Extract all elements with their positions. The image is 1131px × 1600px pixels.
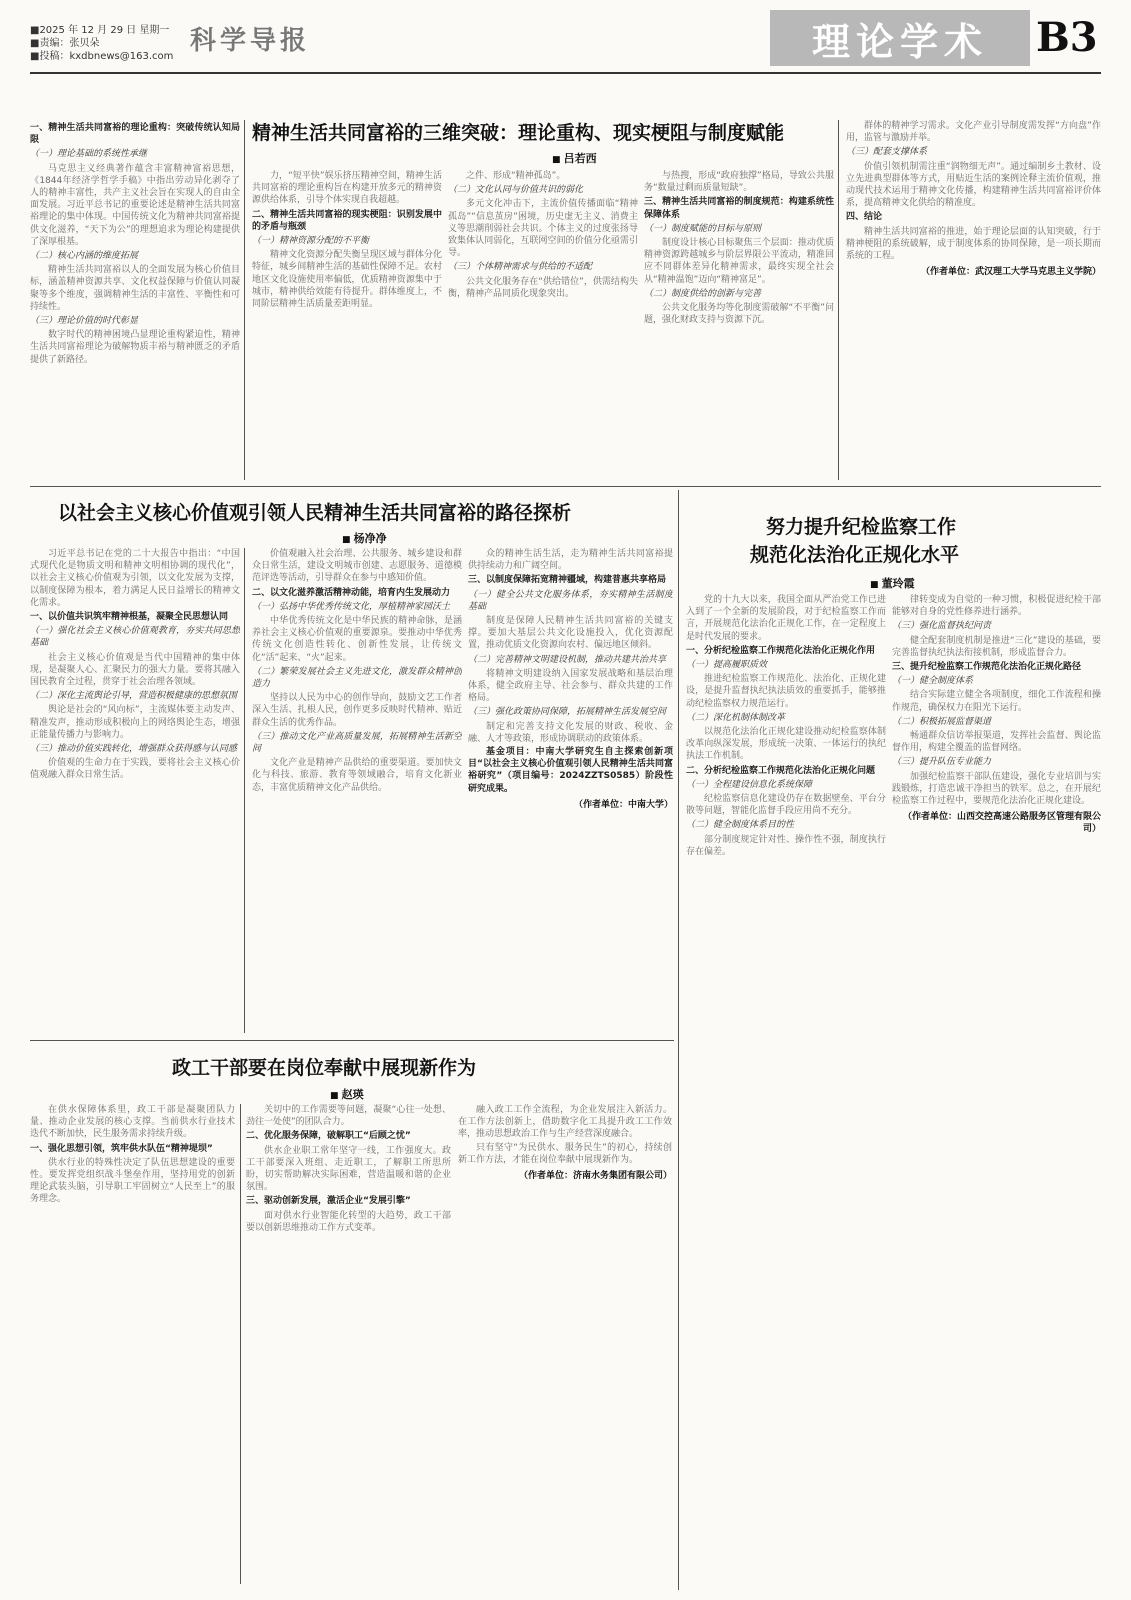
article2-col-3: 众的精神生活生活，走为精神生活共同富裕提供持续动力和广阔空间。 三、以制度保障拓宽精神疆域，构建普惠共享格局 （一）健全公共文化服务体系，夯实精神生活制度基础 制度是保障人民精神生活共同富裕的关键支撑。要加大基层公共文化设施投入，优化资源配置，推动优质文化资源向农村、偏远地区倾斜。 （二）完善精神文明建设机制，推动共建共治共享 将精神文明建设纳入国家发展战略和基层治理体系，健全政府主导、社会参与、群众共建的工作格局。 （三）强化政策协同保障，拓展精神生活发展空间 制定和完善支持文化发展的财政、税收、金融、人才等政策，形成协调联动的政策体系。 基金项目：中南大学研究生自主探索创新项目“以社会主义核心价值观引领人民精神生活共同富裕研究”（项目编号：2024ZZTS0585）阶段性研究成果。 （作者单位：中南大学） bbox=[468, 549, 673, 810]
section-heading: 一、分析纪检监察工作规范化法治化正规化作用 bbox=[686, 645, 876, 656]
article1-col-3: 之件、形成“精神孤岛”。 （二）文化认同与价值共识的弱化 多元文化冲击下，主流价值传播面临“精神孤岛”“信息茧房”困境，历史虚无主义、消费主义等思潮削弱社会共识。个体主义的过度张扬导致集体认同弱化，互联网空间的价值分化亟需引导。 （三）个体精神需求与供给的不适配 公共文化服务存在“供给错位”，供需结构失衡，精神产品同质化现象突出。 bbox=[448, 171, 638, 299]
section-heading: 三、精神生活共同富裕的制度规范：构建系统性保障体系 bbox=[644, 197, 834, 220]
article3-title-line2: 规范化法治化正规化水平 bbox=[750, 544, 960, 566]
section-subheading: （二）深化机制体制改革 bbox=[686, 712, 786, 723]
section-heading: 三、提升纪检监察工作规范化法治化正规化路径 bbox=[892, 662, 1082, 673]
article3-title-line1: 努力提升纪检监察工作 bbox=[766, 516, 957, 538]
section-subheading: （二）核心内涵的维度拓展 bbox=[30, 251, 139, 262]
article1-title: 精神生活共同富裕的三维突破：理论重构、现实梗阻与制度赋能 bbox=[252, 122, 785, 144]
section-heading: 二、优化服务保障，破解职工“后顾之忧” bbox=[246, 1131, 411, 1142]
section-heading: 三、以制度保障拓宽精神疆域，构建普惠共享格局 bbox=[468, 575, 667, 586]
section-subheading: （二）制度供给的创新与完善 bbox=[644, 288, 762, 299]
article3-col-2: 律转变成为自觉的一种习惯，积极促进纪检干部能够对自身的党性修养进行涵养。 （三）强化监督执纪问责 健全配套制度机制是推进“三化”建设的基础，要完善监督执纪执法衔接机制，形成监督合力。 三、提升纪检监察工作规范化法治化正规化路径 （一）健全制度体系 结合实际建立健全各项制度，细化工作流程和操作规范，确保权力在阳光下运行。 （二）积极拓展监督渠道 畅通群众信访举报渠道，发挥社会监督、舆论监督作用，构建全覆盖的监督网络。 （三）提升队伍专业能力 加强纪检监察干部队伍建设，强化专业培训与实践锻炼，打造忠诚干净担当的铁军。总之，在开展纪检监察工作过程中，要规范化法治化正规化建设。 （作者单位：山西交控高速公路服务区管理有限公司） bbox=[892, 595, 1101, 835]
column-divider bbox=[244, 548, 245, 1033]
article4-author: ■ 赵瑛 bbox=[330, 1086, 364, 1102]
page-number: B3 bbox=[1036, 14, 1098, 61]
masthead-meta bbox=[30, 24, 173, 63]
column-divider bbox=[838, 120, 839, 480]
article1-col-1: 一、精神生活共同富裕的理论重构：突破传统认知局限 （一）理论基础的系统性承继 马克思主义经典著作蕴含丰富精神富裕思想，《1844年经济学哲学手稿》中指出劳动异化剥夺了人的精神丰富性，共产主义社会旨在实现人的自由全面发展。习近平总书记的重要论述是精神生活共同富裕理论的集中体现。中国传统文化为精神共同富裕提供文化滋养，“天下为公”的理想追求为理论构建提供了深厚根基。 （二）核心内涵的维度拓展 精神生活共同富裕以人的全面发展为核心价值目标，涵盖精神资源共享、文化权益保障与价值认同凝聚等多个维度，强调精神生活的丰富性、平衡性和可持续性。 （三）理论价值的时代彰显 数字时代的精神困境凸显理论重构紧迫性，精神生活共同富裕理论为破解物质丰裕与精神匮乏的矛盾提供了新路径。 bbox=[30, 123, 240, 365]
article4-col-3: 融入政工工作全流程，为企业发展注入新活力。在工作方法创新上，借助数字化工具提升政工工作效率，推动思想政治工作与生产经营深度融合。 只有坚守“为民供水、服务民生”的初心，持续创新工作方法，才能在岗位奉献中展现新作为。 （作者单位：济南水务集团有限公司） bbox=[458, 1105, 672, 1182]
section-subheading: （一）健全公共文化服务体系，夯实精神生活制度基础 bbox=[468, 589, 673, 612]
article4-col-2: 关切中的工作需要等问题，凝聚“心往一处想、劲往一处使”的团队合力。 二、优化服务保障，破解职工“后顾之忧” 供水企业职工常年坚守一线，工作强度大。政工干部要深入班组、走近职工，了解职工所思所盼，切实帮助解决实际困难，营造温暖和谐的企业氛围。 三、驱动创新发展，激活企业“发展引擎” 面对供水行业智能化转型的大趋势，政工干部要以创新思维推动工作方式变革。 bbox=[246, 1105, 451, 1233]
article1-author-unit: （作者单位：武汉理工大学马克思主义学院） bbox=[920, 267, 1101, 278]
masthead-rule bbox=[30, 72, 1101, 74]
section-subheading: （一）提高履职质效 bbox=[686, 660, 768, 671]
section-heading: 一、强化思想引领，筑牢供水队伍“精神堤坝” bbox=[30, 1143, 213, 1154]
article2-author: ■ 杨净净 bbox=[342, 530, 387, 546]
section-subheading: （三）提升队伍专业能力 bbox=[892, 757, 992, 768]
section-divider bbox=[30, 486, 1101, 487]
section-subheading: （三）配套支撑体系 bbox=[846, 147, 928, 158]
section-subheading: （三）推动文化产业高质量发展，拓展精神生活新空间 bbox=[252, 731, 462, 755]
article2-author-unit: （作者单位：中南大学） bbox=[573, 799, 673, 810]
section-heading: 三、驱动创新发展，激活企业“发展引擎” bbox=[246, 1196, 411, 1207]
section-heading: 一、以价值共识筑牢精神根基，凝聚全民思想认同 bbox=[30, 612, 229, 623]
section-subheading: （一）弘扬中华优秀传统文化，厚植精神家园沃土 bbox=[252, 601, 451, 612]
section-subheading: （二）完善精神文明建设机制，推动共建共治共享 bbox=[468, 654, 667, 665]
article3-author-unit: （作者单位：山西交控高速公路服务区管理有限公司） bbox=[902, 812, 1101, 835]
article3-author: ■ 董玲霞 bbox=[870, 575, 915, 591]
column-divider bbox=[678, 490, 679, 1590]
section-subheading: （二）深化主流舆论引导，营造积极健康的思想氛围 bbox=[30, 691, 238, 702]
article1-col-5: 群体的精神学习需求。文化产业引导制度需发挥“方向盘”作用，监管与激励并举。 （三）配套支撑体系 价值引领机制需注重“润物细无声”。通过编制乡土教材、设立先进典型群体等方式，用贴近生活的案例诠释主流价值观，推动现代技术运用于精神文化传播，构建精神生活共同富裕评价体系，提高精神文化供给的精准度。 四、结论 精神生活共同富裕的推进，始于理论层面的认知突破，行于精神梗阻的系统破解，成于制度体系的协同保障，是一项长期而系统的工程。 （作者单位：武汉理工大学马克思主义学院） bbox=[846, 121, 1101, 278]
article1-col-4: 与热搜，形成“政府独撑”格局，导致公共服务“数量过剩而质量短缺”。 三、精神生活共同富裕的制度规范：构建系统性保障体系 （一）制度赋能的目标与原则 制度设计核心目标聚焦三个层面：推动优质精神资源跨越城乡与阶层界限公平流动，精准回应不同群体差异化精神需求，最终实现全社会从“精神温饱”迈向“精神富足”。 （二）制度供给的创新与完善 公共文化服务均等化制度需破解“不平衡”问题，强化财政支持与资源下沉。 bbox=[644, 171, 834, 326]
section-subheading: （三）推动价值实践转化，增强群众获得感与认同感 bbox=[30, 744, 238, 755]
section-banner bbox=[770, 10, 1030, 66]
paper-logo: 科学导报 bbox=[190, 26, 311, 56]
section-subheading: （二）繁荣发展社会主义先进文化，激发群众精神创造力 bbox=[252, 666, 462, 690]
article4-title: 政工干部要在岗位奉献中展现新作为 bbox=[172, 1057, 477, 1079]
column-divider bbox=[240, 1104, 241, 1584]
email-line: ■投稿：kxdbnews@163.com bbox=[30, 51, 174, 62]
section-subheading: （一）理论基础的系统性承继 bbox=[30, 149, 148, 160]
section-name: 理论学术 bbox=[811, 19, 988, 64]
column-divider bbox=[244, 120, 245, 480]
section-subheading: （三）强化政策协同保障，拓展精神生活发展空间 bbox=[468, 707, 667, 718]
section-subheading: （一）强化社会主义核心价值观教育，夯实共同思想基础 bbox=[30, 626, 240, 649]
section-heading: 一、精神生活共同富裕的理论重构：突破传统认知局限 bbox=[30, 123, 240, 146]
section-subheading: （一）全程建设信息化系统保障 bbox=[686, 779, 813, 790]
article4-author-unit: （作者单位：济南水务集团有限公司） bbox=[518, 1171, 672, 1182]
article4-col-1: 在供水保障体系里，政工干部是凝聚团队力量、推动企业发展的核心支撑。当前供水行业技术迭代不断加快，民生服务需求持续升级。 一、强化思想引领，筑牢供水队伍“精神堤坝” 供水行业的特殊性决定了队伍思想建设的重要性。要发挥党组织战斗堡垒作用，坚持用党的创新理论武装头脑，引导职工牢固树立“人民至上”的服务理念。 bbox=[30, 1105, 235, 1205]
section-heading: 二、以文化滋养激活精神动能，培育内生发展动力 bbox=[252, 587, 451, 598]
article2-fund-note: 基金项目：中南大学研究生自主探索创新项目“以社会主义核心价值观引领人民精神生活共同富裕研究”（项目编号：2024ZZTS0585）阶段性研究成果。 bbox=[468, 747, 673, 794]
article1-author: ■ 吕若西 bbox=[552, 150, 597, 166]
article2-title: 以社会主义核心价值观引领人民精神生活共同富裕的路径探析 bbox=[58, 502, 572, 524]
article3-col-1: 党的十九大以来，我国全面从严治党工作已进入到了一个全新的发展阶段，对于纪检监察工作而言，开展规范化法治化正规化工作，在一定程度上是时代发展的要求。 一、分析纪检监察工作规范化法治化正规化作用 （一）提高履职质效 推进纪检监察工作规范化、法治化、正规化建设，是提升监督执纪执法质效的重要抓手，能够推动纪检监察权力规范运行。 （二）深化机制体制改革 以规范化法治化正规化建设推动纪检监察体制改革向纵深发展，形成统一决策、一体运行的执纪执法工作机制。 二、分析纪检监察工作规范化法治化正规化问题 （一）全程建设信息化系统保障 纪检监察信息化建设仍存在数据壁垒、平台分散等问题，智能化监督手段应用尚不充分。 （二）健全制度体系目的性 部分制度规定针对性、操作性不强，制度执行存在偏差。 bbox=[686, 595, 886, 857]
article1-col-2: 力，“短平快”娱乐挤压精神空间，精神生活共同富裕的理论重构旨在构建开放多元的精神资源供给体系，引导个体实现自我超越。 二、精神生活共同富裕的现实梗阻：识别发展中的矛盾与瓶颈 （一）精神资源分配的不平衡 精神文化资源分配失衡呈现区域与群体分化特征，城乡间精神生活的基础性保障不足。农村地区文化设施使用率偏低，优质精神资源集中于城市，精神供给效能有待提升。群体维度上，不同阶层精神生活质量差距明显。 bbox=[252, 171, 442, 310]
section-subheading: （一）精神资源分配的不平衡 bbox=[252, 236, 370, 247]
section-subheading: （一）制度赋能的目标与原则 bbox=[644, 223, 762, 234]
section-subheading: （三）理论价值的时代彰显 bbox=[30, 316, 139, 327]
section-subheading: （二）积极拓展监督渠道 bbox=[892, 716, 992, 727]
section-heading: 二、精神生活共同富裕的现实梗阻：识别发展中的矛盾与瓶颈 bbox=[252, 209, 442, 232]
section-heading: 二、分析纪检监察工作规范化法治化正规化问题 bbox=[686, 765, 876, 776]
editor-line: ■责编：张贝朵 bbox=[30, 38, 100, 49]
section-subheading: （三）个体精神需求与供给的不适配 bbox=[448, 262, 593, 273]
section-subheading: （三）强化监督执纪问责 bbox=[892, 621, 992, 632]
article2-col-1: 习近平总书记在党的二十大报告中指出：“中国式现代化是物质文明和精神文明相协调的现代化”，以社会主义核心价值观为引领，以文化发展为支撑，以制度保障为根本，着力满足人民日益增长的精神文化需求。 一、以价值共识筑牢精神根基，凝聚全民思想认同 （一）强化社会主义核心价值观教育，夯实共同思想基础 社会主义核心价值观是当代中国精神的集中体现，是凝聚人心、汇聚民力的强大力量。要将其融入国民教育全过程，贯穿于社会治理各领域。 （二）深化主流舆论引导，营造积极健康的思想氛围 舆论是社会的“风向标”，主流媒体要主动发声、精准发声，推动形成积极向上的网络舆论生态，增强正能量传播力与影响力。 （三）推动价值实践转化，增强群众获得感与认同感 价值观的生命力在于实践，要将社会主义核心价值观融入群众日常生活。 bbox=[30, 549, 240, 781]
section-subheading: （一）健全制度体系 bbox=[892, 676, 974, 687]
article2-col-2: 价值观融入社会治理、公共服务、城乡建设和群众日常生活，建设文明城市创建、志愿服务、道德模范评选等活动，引导群众在参与中感知价值。 二、以文化滋养激活精神动能，培育内生发展动力 （一）弘扬中华优秀传统文化，厚植精神家园沃土 中华优秀传统文化是中华民族的精神命脉，是涵养社会主义核心价值观的重要源泉。要推动中华优秀传统文化创造性转化、创新性发展，让传统文化“活”起来、“火”起来。 （二）繁荣发展社会主义先进文化，激发群众精神创造力 坚持以人民为中心的创作导向，鼓励文艺工作者深入生活、扎根人民，创作更多反映时代精神、贴近群众生活的优秀作品。 （三）推动文化产业高质量发展，拓展精神生活新空间 文化产业是精神产品供给的重要渠道。要加快文化与科技、旅游、教育等领域融合，培育文化新业态，丰富优质精神文化产品供给。 bbox=[252, 549, 462, 793]
section-subheading: （二）健全制度体系目的性 bbox=[686, 820, 795, 831]
section-divider bbox=[30, 1040, 674, 1041]
section-heading: 四、结论 bbox=[846, 212, 883, 223]
issue-date: ■2025 年 12 月 29 日 星期一 bbox=[30, 25, 170, 36]
section-subheading: （二）文化认同与价值共识的弱化 bbox=[448, 185, 584, 196]
